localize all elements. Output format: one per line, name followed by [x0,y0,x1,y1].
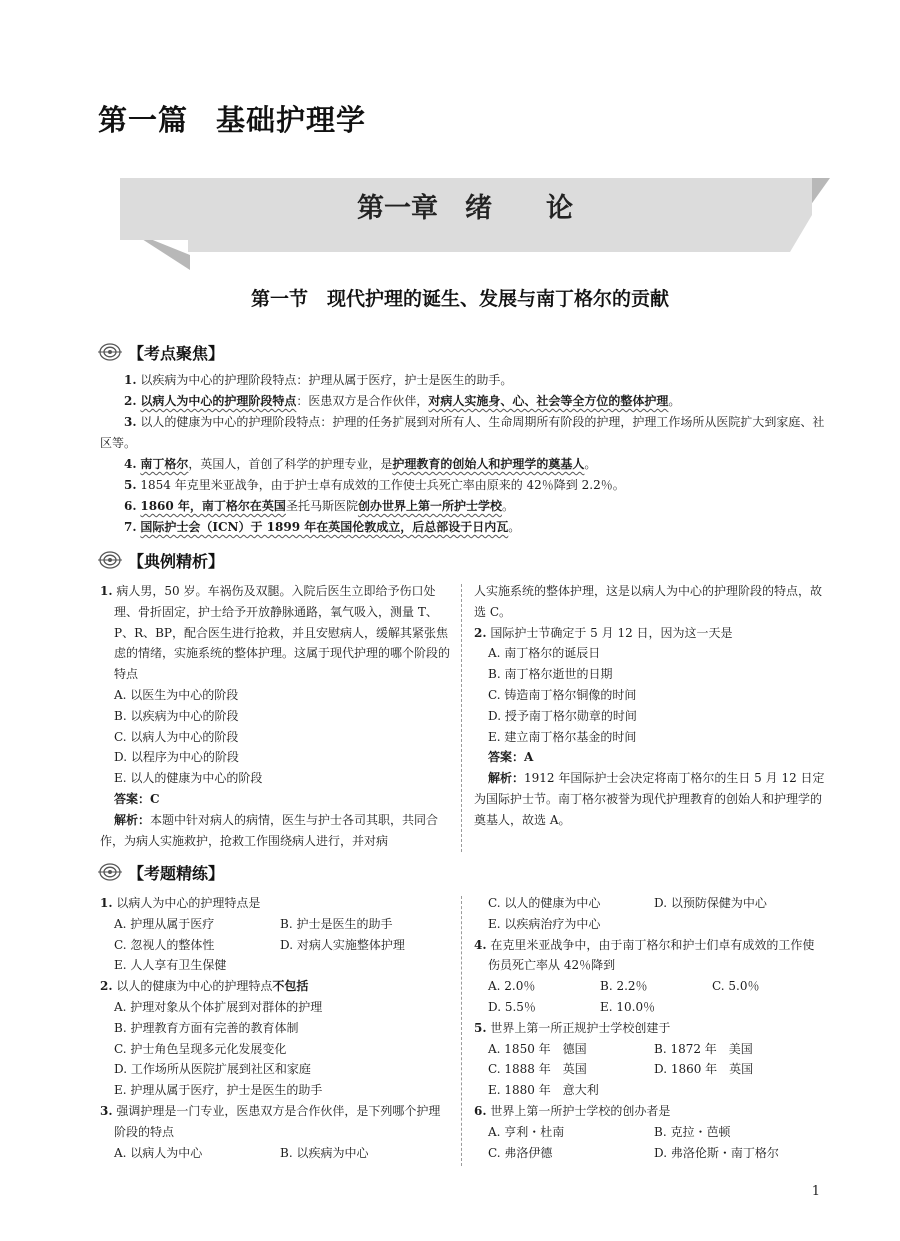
chapter-label: 第一章 [357,193,438,224]
kaoti-left-column [100,893,452,1163]
dianli-q1-option-c: C. 以病人为中心的阶段 [114,729,239,744]
target-icon [98,862,122,882]
target-icon [98,342,122,362]
kaodian-item-5: 5. 1854 年克里米亚战争，由于护士卓有成效的工作使士兵死亡率由原来的 42％降到 2.2％。 [124,478,625,492]
kaoti-q3-stem: 3. 强调护理是一门专业，医患双方是合作伙伴，是下列哪个护理阶段的特点 [100,1103,441,1139]
kaoti-q2-stem: 2. 以人的健康为中心的护理特点不包括 [100,979,309,994]
kaoti-q5-options-row-1: A. 1850 年 德国 B. 1872 年 美国 [488,1041,753,1056]
dianli-q2-option-a: A. 南丁格尔的诞辰日 [488,646,601,661]
dianli-heading [98,548,224,572]
dianli-q2-option-b: B. 南丁格尔逝世的日期 [488,667,613,682]
kaoti-q2-option-a: A. 护理对象从个体扩展到对群体的护理 [114,999,323,1014]
kaoti-q5-option-e: E. 1880 年 意大利 [488,1083,599,1098]
dianli-q2-stem: 2. 国际护士节确定于 5 月 12 日，因为这一天是 [474,625,733,640]
dianli-q2-option-e: E. 建立南丁格尔基金的时间 [488,729,637,744]
kaoti-heading-text: 【考题精练】 [128,863,225,883]
kaodian-item-1: 1. 以疾病为中心的护理阶段特点：护理从属于医疗，护士是医生的助手。 [124,373,513,387]
kaoti-column-divider [461,896,462,1166]
dianli-q1-analysis: 解析：本题中针对病人的病情，医生与护士各司其职，共同合作，为病人实施救护，抢救工作围绕病人进行，并对病 [100,812,439,848]
dianli-q1-option-a: A. 以医生为中心的阶段 [114,687,239,702]
kaoti-q2-option-b: B. 护理教育方面有完善的教育体制 [114,1020,299,1035]
kaodian-heading-text: 【考点聚焦】 [128,343,225,363]
kaodian-list [100,370,825,538]
kaoti-q4-options-row-2: D. 5.5％ E. 10.0％ [488,999,656,1014]
kaodian-item-4: 4. 南丁格尔，英国人，首创了科学的护理专业，是护理教育的创始人和护理学的奠基人。 [124,457,597,471]
kaoti-q1-options-row-2: C. 忽视人的整体性 D. 对病人实施整体护理 [114,937,405,952]
dianli-q2-option-d: D. 授予南丁格尔勋章的时间 [488,708,637,723]
kaoti-heading [98,860,224,884]
dianli-q2-answer: 答案：A [488,750,534,765]
section-title: 第一节 现代护理的诞生、发展与南丁格尔的贡献 [250,288,669,310]
kaodian-item-3: 3. 以人的健康为中心的护理阶段特点：护理的任务扩展到对所有人、生命周期所有阶段的护理，护理工作场所从医院扩大到家庭、社区等。 [100,415,825,450]
kaoti-q4-stem: 4. 在克里米亚战争中，由于南丁格尔和护士们卓有成效的工作使伤员死亡率从 42％降到 [474,937,815,973]
dianli-q1-option-b: B. 以疾病为中心的阶段 [114,708,239,723]
target-icon [98,550,122,570]
dianli-q2-analysis: 解析：1912 年国际护士会决定将南丁格尔的生日 5 月 12 日定为国际护士节。南丁格尔被誉为现代护理教育的创始人和护理学的奠基人，故选 A。 [474,771,825,827]
kaoti-q1-options-row-1: A. 护理从属于医疗 B. 护士是医生的助手 [114,916,393,931]
dianli-heading-text: 【典例精析】 [128,551,225,571]
part-label: 第一篇 [98,103,189,137]
kaodian-item-2: 2. 以病人为中心的护理阶段特点：医患双方是合作伙伴，对病人实施身、心、社会等全方位的整体护理。 [124,394,681,408]
kaoti-q2-option-d: D. 工作场所从医院扩展到社区和家庭 [114,1062,311,1077]
kaoti-q1-stem: 1. 以病人为中心的护理特点是 [100,896,261,910]
kaodian-heading [98,340,224,364]
kaoti-q1-option-e: E. 人人享有卫生保健 [114,958,227,973]
part-title [98,98,366,139]
kaoti-q2-option-e: E. 护理从属于医疗，护士是医生的助手 [114,1083,323,1098]
kaoti-q6-options-row-2: C. 弗洛伊德 D. 弗洛伦斯・南丁格尔 [488,1145,779,1160]
dianli-left-column [100,581,452,851]
dianli-column-divider [461,584,462,852]
dianli-q1-stem: 1. 病人男，50 岁。车祸伤及双腿。入院后医生立即给予伤口处理、骨折固定，护士给予开放静脉通路，氧气吸入，测量 T、P、R、BP，配合医生进行抢救，并且安慰病人，缓解其紧张焦虑的情绪，实施系统的整体护理。这属于现代护理的哪个阶段的特点 [100,584,451,682]
part-name: 基础护理学 [216,103,367,137]
page-number: 1 [811,1184,820,1199]
kaoti-q3-options-row-1: A. 以病人为中心 B. 以疾病为中心 [114,1145,369,1160]
chapter-name: 绪 论 [465,193,573,224]
chapter-title [330,186,600,225]
kaoti-q3-option-e: E. 以疾病治疗为中心 [488,916,601,931]
kaoti-right-column [474,893,826,1163]
dianli-q1-analysis-cont: 人实施系统的整体护理，这是以病人为中心的护理阶段的特点，故选 C。 [474,584,823,619]
kaoti-q6-options-row-1: A. 亨利・杜南 B. 克拉・芭顿 [488,1124,731,1139]
kaodian-item-6: 6. 1860 年，南丁格尔在英国圣托马斯医院创办世界上第一所护士学校。 [124,499,514,513]
kaoti-q6-stem: 6. 世界上第一所护士学校的创办者是 [474,1103,671,1118]
kaoti-q5-stem: 5. 世界上第一所正规护士学校创建于 [474,1020,671,1035]
dianli-q2-option-c: C. 铸造南丁格尔铜像的时间 [488,687,637,702]
kaoti-q3-options-row-2: C. 以人的健康为中心 D. 以预防保健为中心 [488,896,767,910]
dianli-q1-option-d: D. 以程序为中心的阶段 [114,750,239,765]
kaoti-q4-options-row-1: A. 2.0％ B. 2.2％ C. 5.0％ [488,979,760,994]
dianli-right-column [474,581,826,831]
kaoti-q2-option-c: C. 护士角色呈现多元化发展变化 [114,1041,287,1056]
kaoti-q5-options-row-2: C. 1888 年 英国 D. 1860 年 英国 [488,1062,754,1077]
dianli-q1-option-e: E. 以人的健康为中心的阶段 [114,771,263,786]
kaodian-item-7: 7. 国际护士会（ICN）于 1899 年在英国伦敦成立，后总部设于日内瓦。 [124,520,521,534]
dianli-q1-answer: 答案：C [114,791,160,806]
